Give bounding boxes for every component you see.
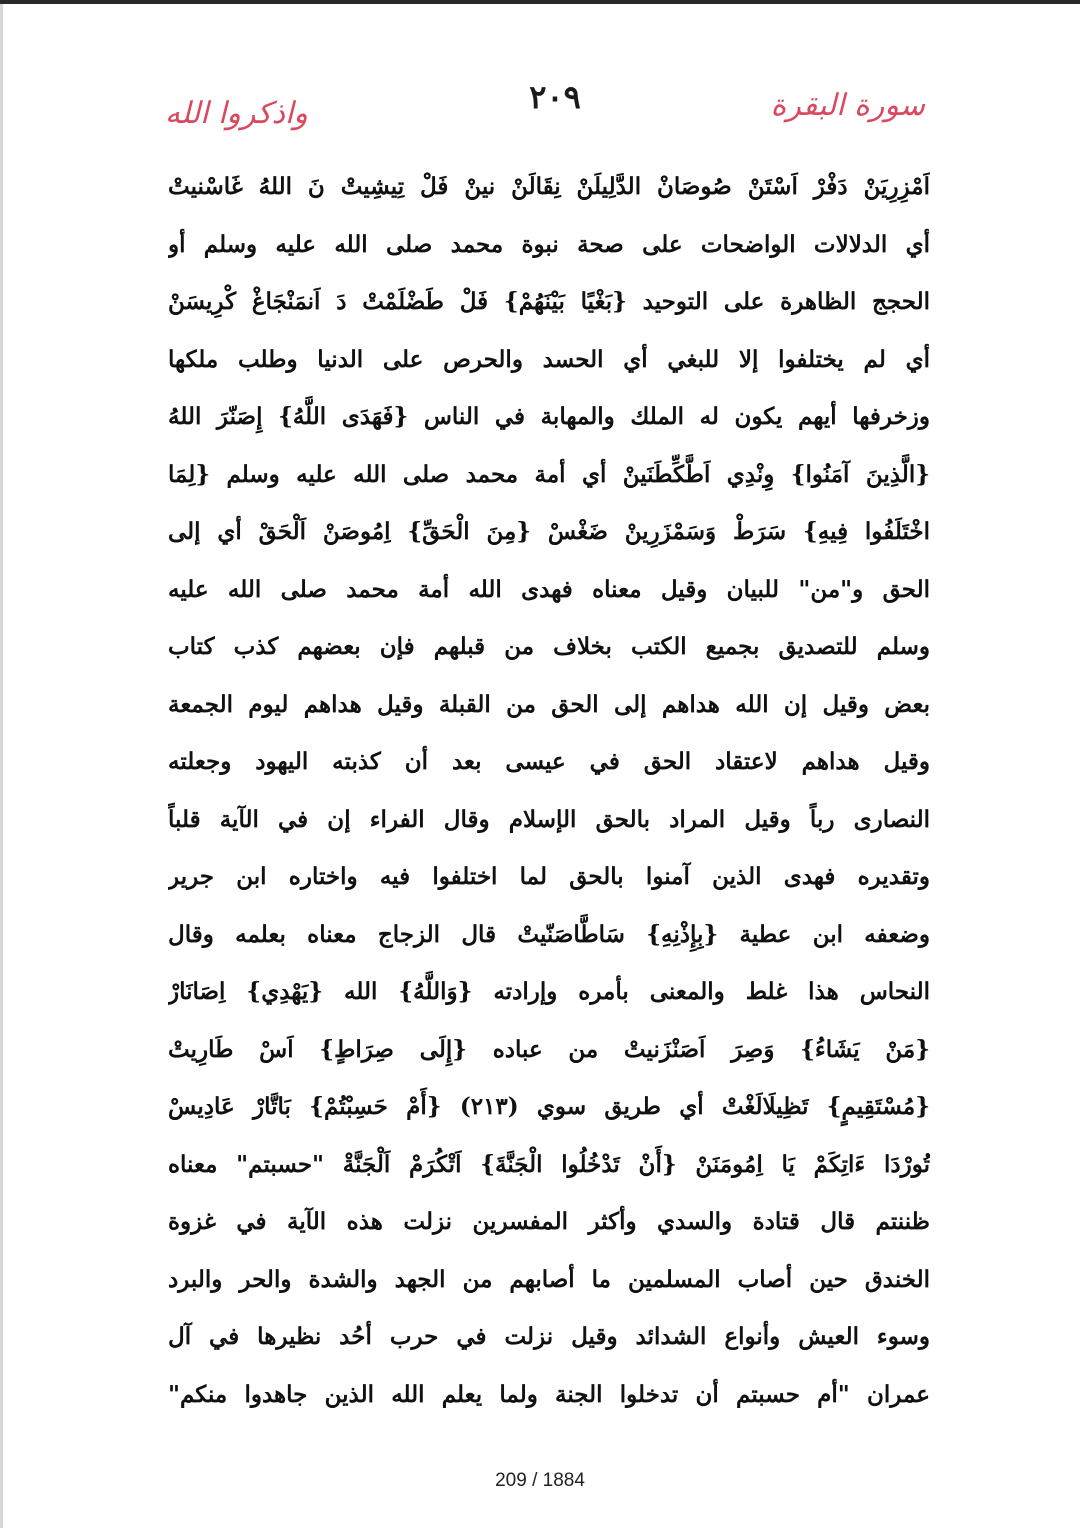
text-line: وضعفه ابن عطية {بِإِذْنِهِ} سَاطَّاصَنّيتْ قال الزجاج معناه بعلمه وقال (168, 920, 930, 948)
text-line: وسوء العيش وأنواع الشدائد وقيل نزلت في حرب أحُد نظيرها في آل (168, 1323, 930, 1350)
text-line: تُورْدَا ءَاتِكَمْ يَا اِمُومَنَنْ {أَنْ تَدْخُلُوا الْجَنَّةَ} اَتْكُرَمْ اَلْجَنَّةْ "حسبتم" معناه (168, 1150, 930, 1178)
page-body-text (168, 158, 930, 1423)
text-line: وقيل هداهم لاعتقاد الحق في عيسى بعد أن كذبته اليهود وجعلته (168, 748, 930, 775)
text-line: اَمْزِرِيَنْ دَفْرْ اَسْتَنْ صُوصَانْ الدَّلِيلَنْ نِقَالَنْ نينْ فَلْ تِيشِيتْ نَ اللهُ غَاسْنيتْ (168, 173, 930, 200)
text-line: وتقديره فهدى الذين آمنوا بالحق لما اختلفوا فيه واختاره ابن جرير (168, 863, 930, 890)
text-line: الحق و"من" للبيان وقيل معناه فهدى الله أمة محمد صلى الله عليه (168, 575, 930, 603)
text-line: ظننتم قال قتادة والسدي وأكثر المفسرين نزلت هذه الآية في غزوة (168, 1208, 930, 1235)
page-header (165, 78, 925, 148)
page-edge-shadow (0, 4, 3, 1528)
handwritten-annotation-right: سورة البقرة (770, 88, 925, 123)
text-line: الخندق حين أصاب المسلمين ما أصابهم من الجهد والشدة والحر والبرد (168, 1265, 930, 1293)
text-line: وسلم للتصديق بجميع الكتب بخلاف من قبلهم فإن بعضهم كذب كتاب (168, 633, 930, 660)
text-line: أي الدلالات الواضحات على صحة نبوة محمد صلى الله عليه وسلم أو (168, 230, 930, 258)
text-line: النصارى رباً وقيل المراد بالحق الإسلام وقال الفراء إن في الآية قلباً (168, 805, 930, 833)
text-line: اخْتَلَفُوا فِيهِ} سَرَطْ وَسَمْزَرِينْ ضَغْسْ {مِنَ الْحَقِّ} اِمُوصَنْ اَلْحَقْ أي إلى (168, 518, 930, 545)
text-line: {مَنْ يَشَاءُ} وَصِرَ اَصَنْزَنيتْ من عباده {إِلَى صِرَاطٍ} اَسْ طَارِيتْ (168, 1035, 930, 1063)
text-line: عمران "أم حسبتم أن تدخلوا الجنة ولما يعلم الله الذين جاهدوا منكم" (168, 1380, 930, 1408)
text-line: النحاس هذا غلط والمعنى بأمره وإرادته {وَاللَّهُ} الله {يَهْدِي} اِصَانَارْ (168, 978, 930, 1005)
text-line: الحجج الظاهرة على التوحيد {بَغْيًا بَيْنَهُمْ} فَلْ طَضْلَمْتْ دَ اَنمَنْجَاغْ كْرِيسَنْ (168, 288, 930, 315)
page-number-arabic: ٢٠٩ (529, 78, 581, 116)
text-line: {مُسْتَقِيمٍ} تَظِيلَالَغْتْ أي طريق سوي (٢١٣) {أَمْ حَسِبْتُمْ} بَاتَّارْ عَادِيسْ (168, 1093, 930, 1120)
text-line: أي لم يختلفوا إلا للبغي أي الحسد والحرص على الدنيا وطلب ملكها (168, 345, 930, 373)
text-line: {الَّذِينَ آمَنُوا} وِنْدِي اَطَّكِّطَنَينْ أي أمة محمد صلى الله عليه وسلم {لِمَا (168, 460, 930, 488)
text-line: بعض وقيل إن الله هداهم إلى الحق من القبلة وقيل هداهم ليوم الجمعة (168, 690, 930, 718)
handwritten-annotation-left: واذكروا الله (165, 96, 308, 131)
page-counter: 209 / 1884 (495, 1470, 585, 1491)
text-line: وزخرفها أيهم يكون له الملك والمهابة في الناس {فَهَدَى اللَّهُ} إِصَنّرَ اللهُ (168, 403, 930, 430)
